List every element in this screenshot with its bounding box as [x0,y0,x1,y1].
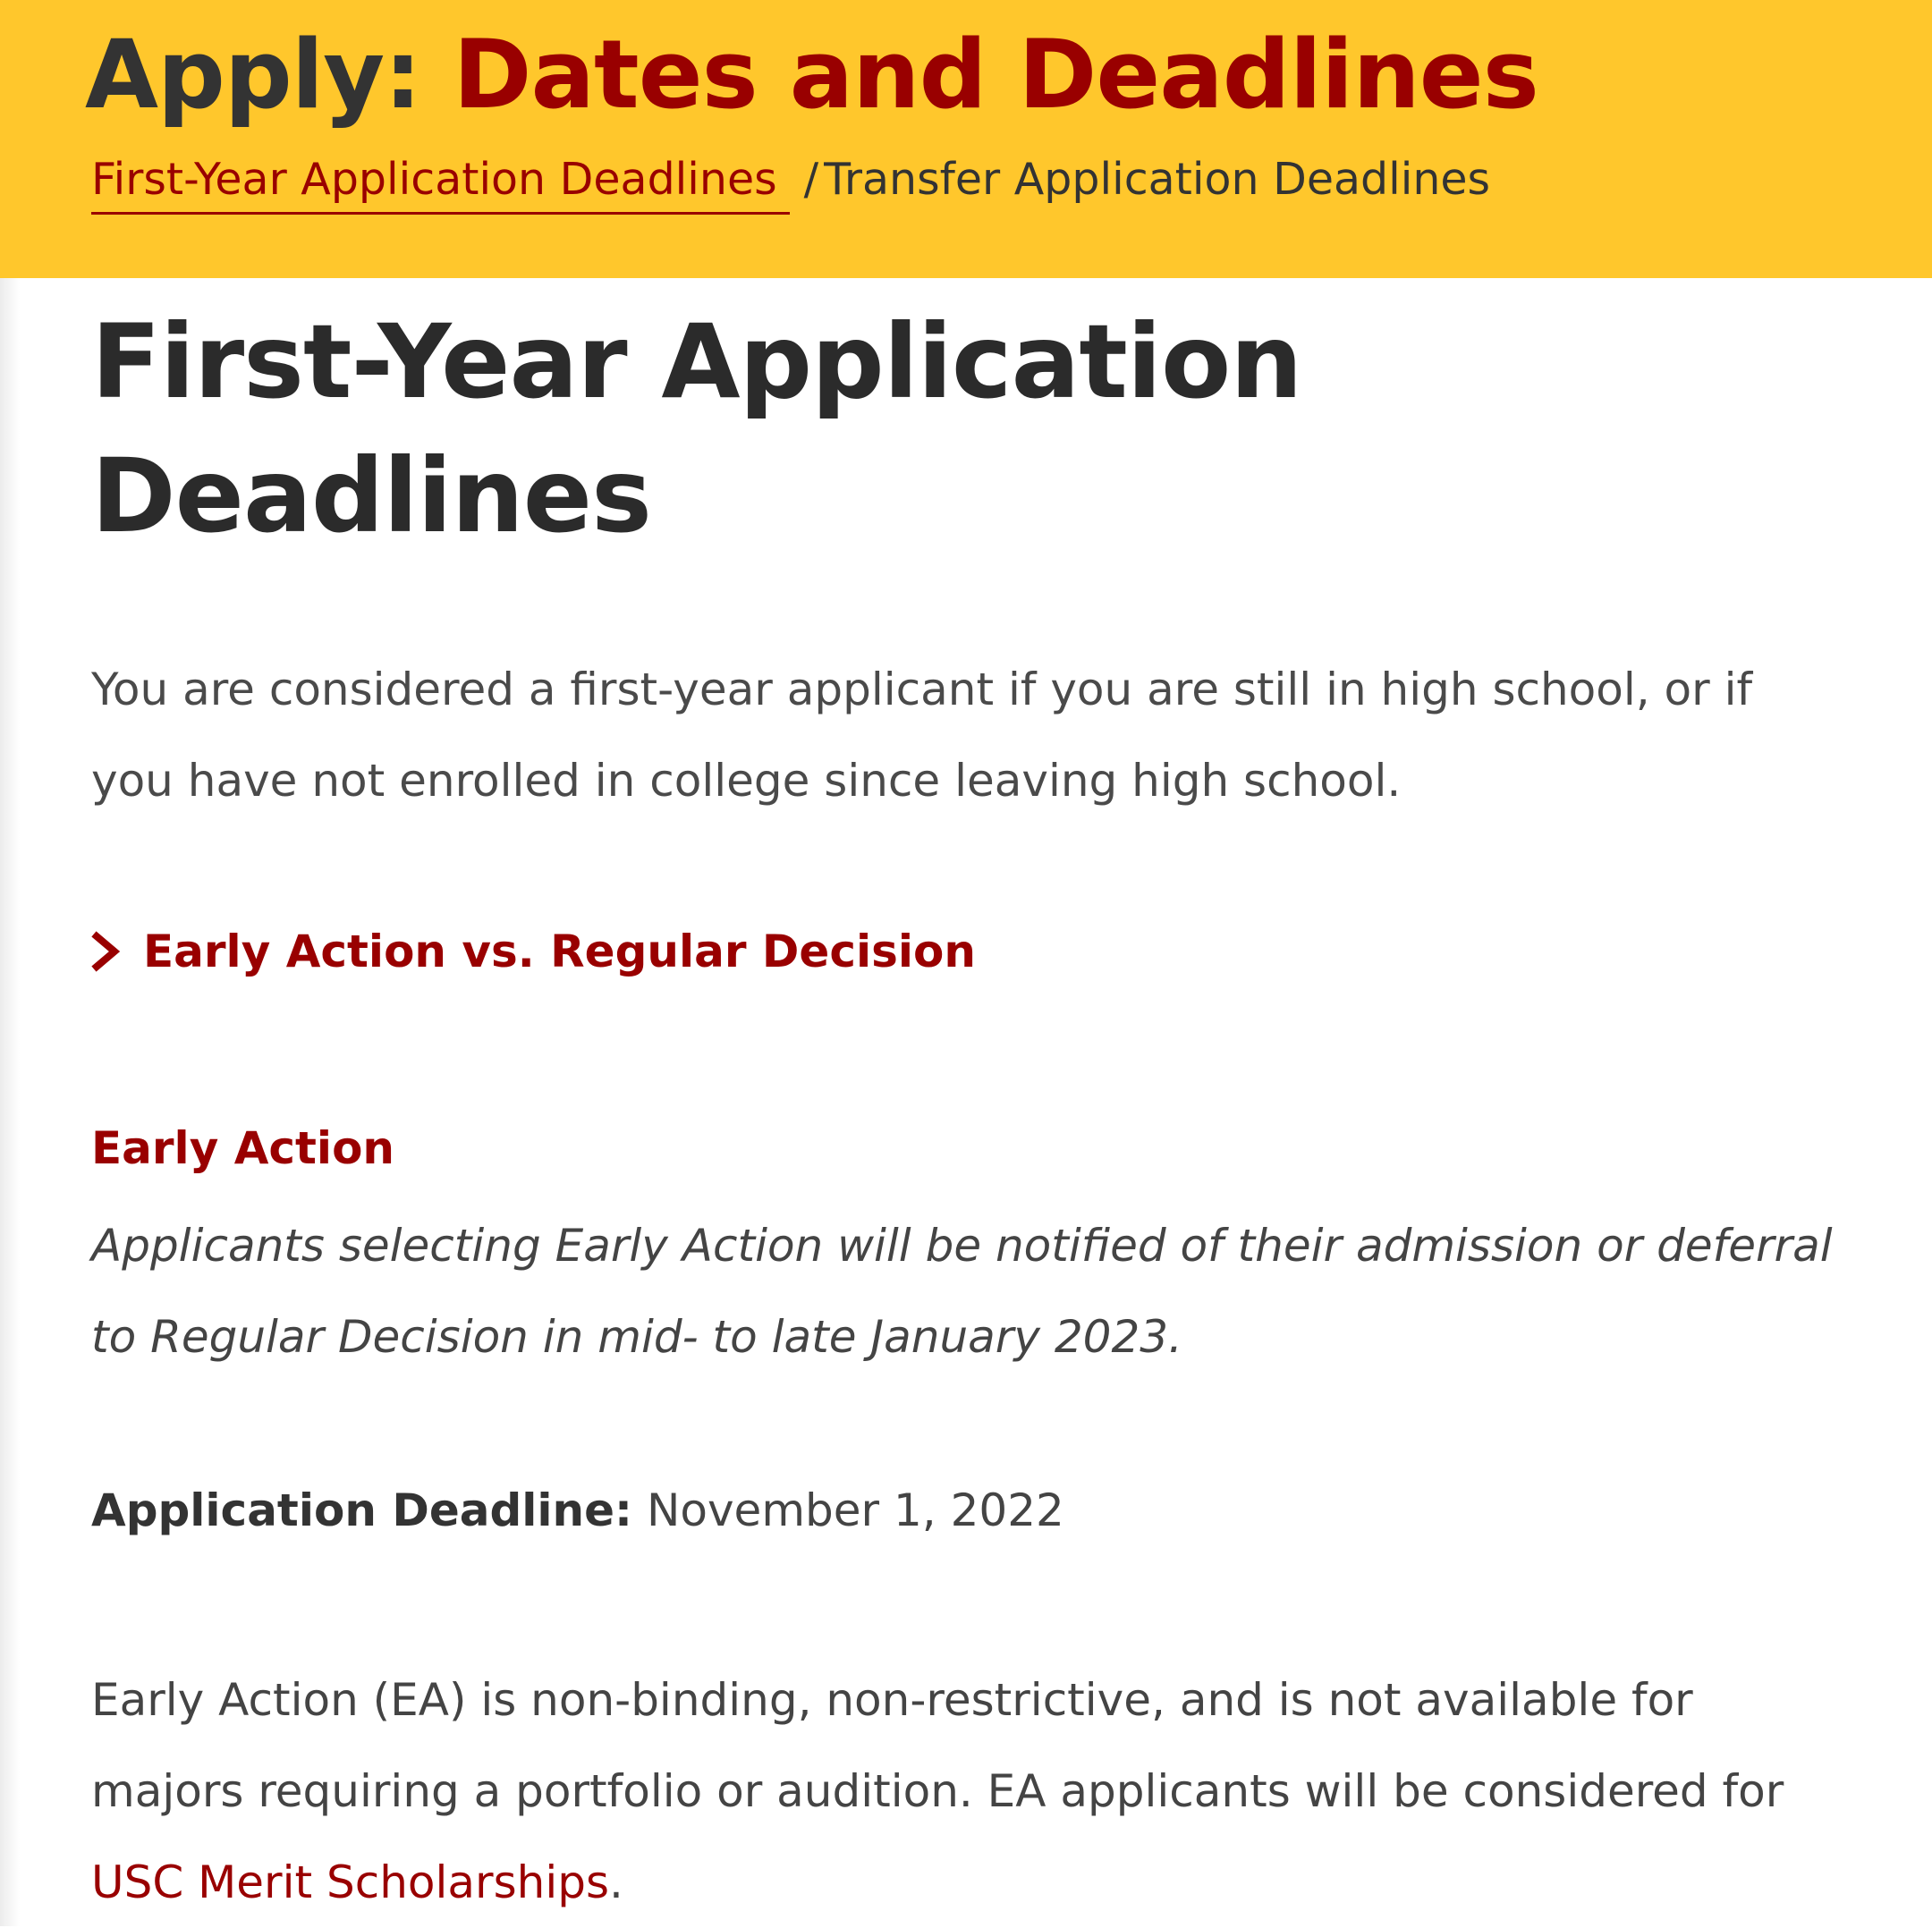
header-title-prefix: Apply: [85,20,421,130]
breadcrumb-separator: / [803,154,819,205]
chevron-right-icon [89,931,123,972]
page-left-shadow [0,278,20,1926]
intro-paragraph: You are considered a first-year applicant if you are still in high school, or if you have not enrolled in college since leaving high school. [91,664,1753,807]
deadline-value: November 1, 2022 [646,1484,1064,1536]
deadline-label: Application Deadline: [91,1484,633,1536]
early-action-description [91,1654,1791,1928]
page-header [0,0,1932,278]
early-action-description-text: Early Action (EA) is non-binding, non-restrictive, and is not available for majors requiring a portfolio or audition. EA applicants will be considered for [91,1674,1784,1817]
header-title-highlight: Dates and Deadlines [453,20,1538,130]
page-title: First-Year Application Deadlines [91,302,1302,555]
usc-merit-scholarships-link[interactable]: USC Merit Scholarships [91,1856,610,1908]
accordion-label: Early Action vs. Regular Decision [143,926,976,977]
early-action-heading: Early Action [91,1122,395,1174]
breadcrumb [91,154,1490,215]
application-deadline [91,1484,1064,1536]
trailing-period: . [609,1856,623,1908]
breadcrumb-transfer-link[interactable]: Transfer Application Deadlines [824,154,1491,205]
header-title [85,20,1538,130]
early-action-note: Applicants selecting Early Action will be notified of their admission or deferral to Regular Decision in mid- to late January 2023. [91,1220,1833,1363]
early-action-vs-regular-decision-toggle[interactable] [89,926,976,977]
breadcrumb-first-year-link[interactable]: First-Year Application Deadlines [91,154,790,215]
